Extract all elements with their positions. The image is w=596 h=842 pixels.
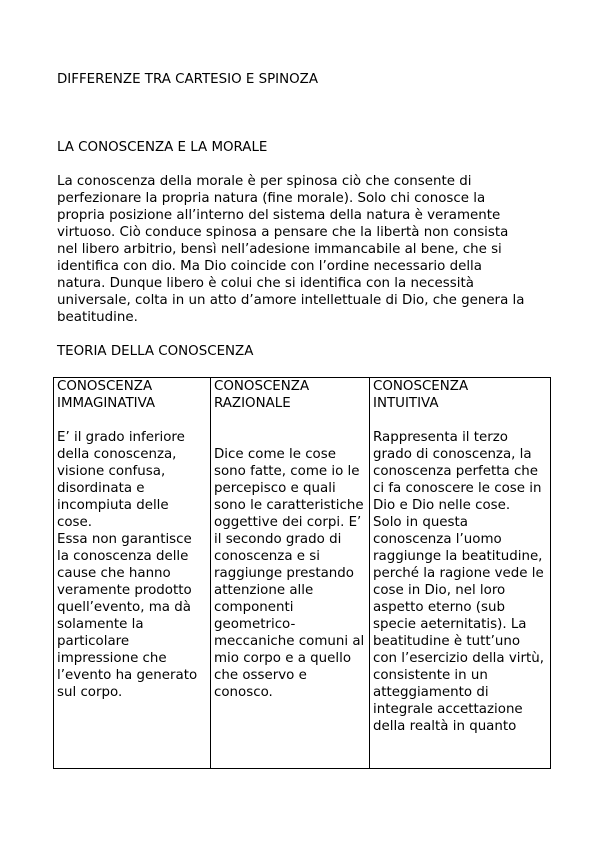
cell-paragraph: E’ il grado inferiore della conoscenza, visione confusa, disordinata e incompiuta delle cose. bbox=[57, 430, 185, 530]
section-heading: LA CONOSCENZA E LA MORALE bbox=[57, 140, 268, 155]
table-cell-rational bbox=[211, 378, 370, 769]
cell-paragraph: Solo in questa conoscenza l’uomo raggiunge la beatitudine, perché la ragione vede le cose in Dio, nel loro aspetto eterno (sub specie aeternitatis). La beatitudine è tutt’uno con l’esercizio della virtù, consistente in un atteggiamento di integrale accettazione della realtà in quanto bbox=[373, 515, 545, 734]
cell-paragraph: Rappresenta il terzo grado di conoscenza, la conoscenza perfetta che ci fa conoscere le cose in Dio e Dio nelle cose. bbox=[373, 430, 542, 513]
column-header-line2: INTUITIVA bbox=[373, 396, 439, 411]
theory-heading: TEORIA DELLA CONOSCENZA bbox=[57, 344, 254, 359]
document-title: DIFFERENZE TRA CARTESIO E SPINOZA bbox=[57, 72, 319, 87]
column-header-line1: CONOSCENZA bbox=[373, 379, 469, 394]
table-row bbox=[54, 378, 551, 769]
column-header-line2: IMMAGINATIVA bbox=[57, 396, 156, 411]
column-header-line1: CONOSCENZA bbox=[57, 379, 153, 394]
table-cell-imaginative bbox=[54, 378, 211, 769]
column-header-line1: CONOSCENZA bbox=[214, 379, 310, 394]
table-cell-intuitive bbox=[370, 378, 551, 769]
knowledge-table bbox=[53, 377, 551, 769]
column-header-line2: RAZIONALE bbox=[214, 396, 291, 411]
cell-paragraph: Dice come le cose sono fatte, come io le percepisco e quali sono le caratteristiche oggettive dei corpi. E’ il secondo grado di conoscenza e si raggiunge prestando attenzione alle componenti geometrico-meccaniche comuni al mio corpo e a quello che osservo e conosco. bbox=[214, 447, 365, 700]
intro-paragraph: La conoscenza della morale è per spinosa ciò che consente di perfezionare la propria natura (fine morale). Solo chi conosce la propria posizione all’interno del sistema della natura è veramente virtuoso. Ciò conduce spinosa a pensare che la libertà non consista nel libero arbitrio, bensì nell’adesione immancabile al bene, che si identifica con dio. Ma Dio coincide con l’ordine necessario della natura. Dunque libero è colui che si identifica con la necessità universale, colta in un atto d’amore intellettuale di Dio, che genera la beatitudine. bbox=[57, 174, 525, 325]
cell-paragraph: Essa non garantisce la conoscenza delle cause che hanno veramente prodotto quell’evento, ma dà solamente la particolare impressione che l’evento ha generato sul corpo. bbox=[57, 532, 198, 700]
